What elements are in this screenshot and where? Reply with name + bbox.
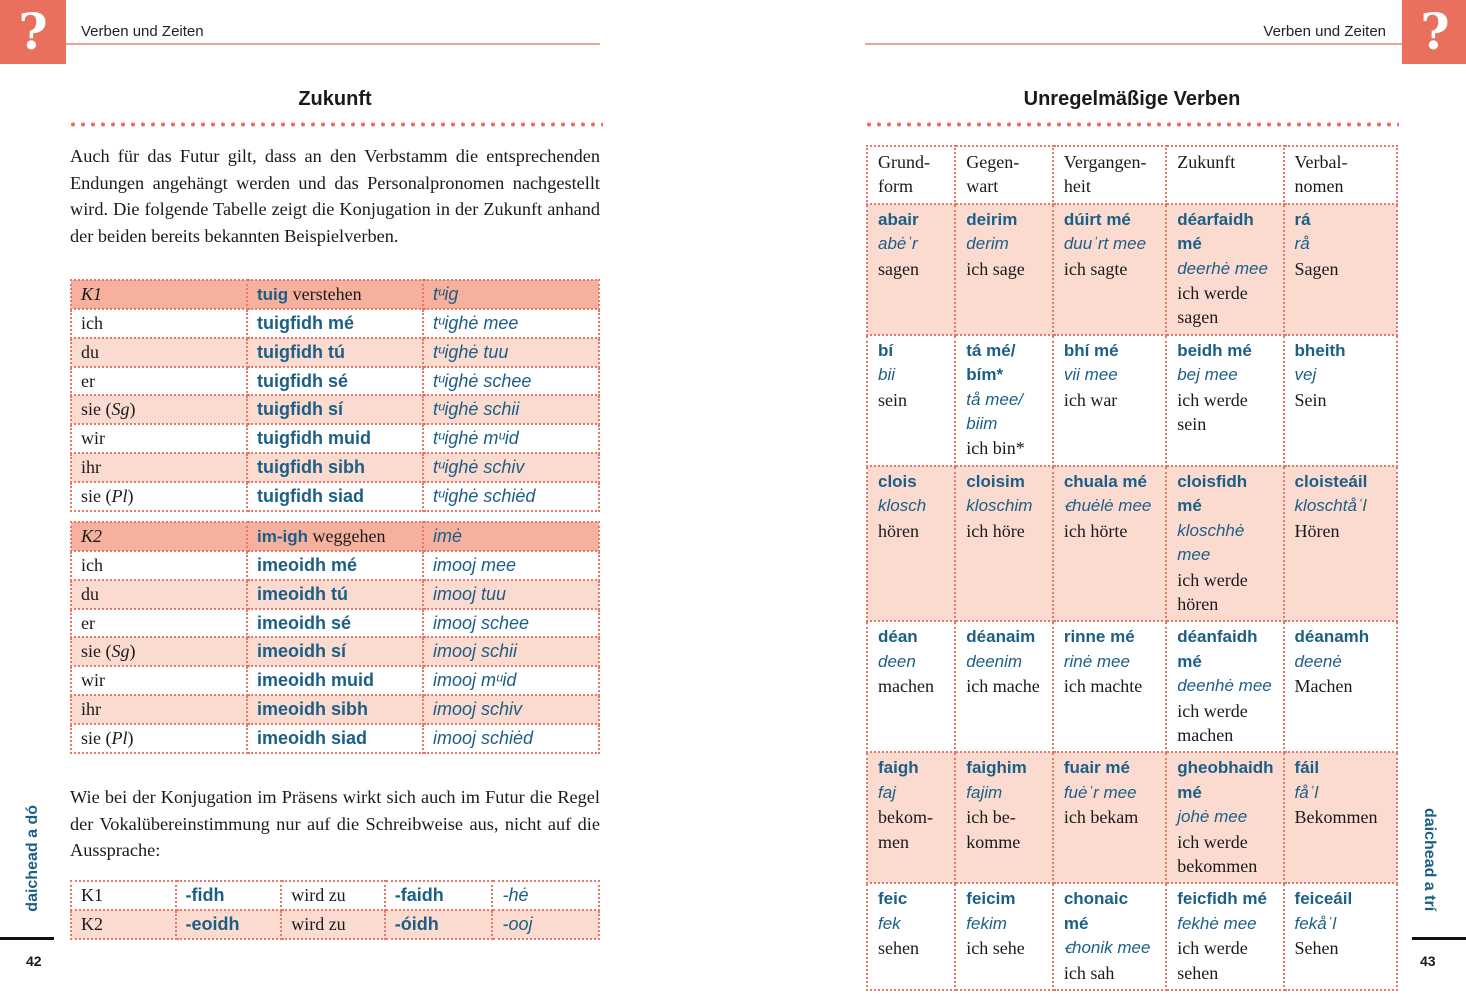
german-meaning: Machen bbox=[1294, 676, 1353, 697]
person: ich bbox=[81, 555, 103, 575]
irregular-verbs-table bbox=[866, 145, 1398, 991]
irish-form: déanamh bbox=[1294, 627, 1370, 647]
person-cell bbox=[71, 551, 247, 580]
table-row bbox=[867, 752, 1397, 883]
dotted-divider bbox=[864, 122, 1399, 127]
person: ihr bbox=[81, 456, 101, 477]
verb-cell bbox=[1166, 466, 1283, 621]
pronunciation: bej mee bbox=[1177, 365, 1238, 385]
pronunciation: deerhė mee bbox=[1177, 258, 1268, 278]
pronunciation: klosch bbox=[878, 496, 927, 516]
german-meaning: ich bin* bbox=[966, 438, 1025, 459]
verb-cell bbox=[1166, 883, 1283, 990]
german-meaning: ich werde bekommen bbox=[1177, 831, 1258, 876]
page-number: 43 bbox=[1420, 953, 1436, 969]
irish-form: déan bbox=[878, 627, 918, 647]
pronunciation: abėˈr bbox=[878, 234, 918, 254]
verb-cell bbox=[1166, 752, 1283, 883]
pronunciation: imooj schiv bbox=[423, 695, 599, 724]
german-meaning: machen bbox=[878, 676, 934, 697]
irish-form: chonaic mé bbox=[1063, 889, 1129, 933]
irish-form: abair bbox=[878, 209, 919, 229]
header-rule bbox=[865, 43, 1402, 45]
table-row bbox=[867, 204, 1397, 335]
irish-form: faigh bbox=[878, 758, 919, 778]
connector: wird zu bbox=[281, 881, 385, 910]
table-row bbox=[71, 910, 599, 939]
irish-form: bhí mé bbox=[1063, 340, 1119, 360]
irish-form: beidh mé bbox=[1177, 340, 1252, 360]
pronunciation: ꞓhuėlė mee bbox=[1063, 496, 1152, 516]
german-meaning: sehen bbox=[878, 938, 919, 959]
german-meaning: ich werde hören bbox=[1177, 569, 1248, 614]
table-header-row bbox=[71, 522, 599, 551]
pronunciation: deenim bbox=[966, 651, 1023, 671]
person: ihr bbox=[81, 698, 101, 719]
table-row bbox=[71, 881, 599, 910]
endings-table bbox=[70, 880, 600, 940]
german-meaning: Hören bbox=[1294, 520, 1340, 541]
pronunciation: rå bbox=[1294, 234, 1310, 254]
class-cell: K1 bbox=[71, 881, 176, 910]
person: du bbox=[81, 583, 99, 604]
person-cell bbox=[71, 367, 247, 396]
footer-rule bbox=[1412, 937, 1466, 940]
irish-form: dúirt mé bbox=[1063, 209, 1131, 229]
irish-form: gheobhaidh mé bbox=[1177, 758, 1274, 802]
table-header-row bbox=[867, 146, 1397, 204]
table-row bbox=[867, 335, 1397, 466]
class-cell: K2 bbox=[71, 910, 176, 939]
table-row bbox=[867, 883, 1397, 990]
table-row bbox=[867, 621, 1397, 752]
person-cell bbox=[71, 424, 247, 453]
table-row bbox=[71, 424, 599, 453]
person-cell bbox=[71, 309, 247, 338]
verb-cell bbox=[867, 752, 955, 883]
irish-form: faighim bbox=[966, 758, 1027, 778]
verb-cell bbox=[955, 752, 1053, 883]
verb-cell bbox=[1053, 883, 1166, 990]
page-title: Zukunft bbox=[298, 88, 372, 110]
conjugation-class: K1 bbox=[81, 284, 103, 304]
table-row bbox=[867, 466, 1397, 621]
dotted-divider bbox=[68, 122, 603, 127]
verb-cell bbox=[1284, 621, 1397, 752]
person-cell bbox=[71, 609, 247, 638]
verb-cell bbox=[1166, 621, 1283, 752]
person: wir bbox=[81, 670, 105, 691]
german-meaning: ich werde sagen bbox=[1177, 283, 1248, 328]
table-row bbox=[71, 453, 599, 482]
irish-form: fuair mé bbox=[1063, 758, 1130, 778]
german-meaning: ich bekam bbox=[1063, 807, 1139, 828]
pronunciation: tᵘighė schiv bbox=[423, 453, 599, 482]
verb-cell bbox=[1053, 204, 1166, 335]
side-page-label: daichead a dó bbox=[24, 805, 41, 912]
header-label-cell bbox=[71, 522, 247, 551]
irish-form: bí bbox=[878, 340, 894, 360]
person: er bbox=[81, 370, 95, 391]
header-pronunciation: tᵘig bbox=[423, 280, 599, 309]
german-meaning: sein bbox=[878, 389, 907, 410]
pronunciation: imooj mee bbox=[423, 551, 599, 580]
german-meaning: Sagen bbox=[1294, 258, 1339, 279]
pronunciation: vii mee bbox=[1063, 365, 1118, 385]
pronunciation: deen bbox=[878, 651, 916, 671]
verb-meaning: weggehen bbox=[308, 526, 386, 546]
german-meaning: ich war bbox=[1063, 389, 1118, 410]
irish-form: tuigfidh sibh bbox=[247, 453, 423, 482]
table-row bbox=[71, 695, 599, 724]
verb-cell bbox=[1053, 621, 1166, 752]
person: du bbox=[81, 341, 99, 362]
german-meaning: ich hörte bbox=[1063, 520, 1128, 541]
column-header: Vergangen-heit bbox=[1053, 146, 1166, 204]
table-row bbox=[71, 724, 599, 753]
verb-cell bbox=[867, 335, 955, 466]
german-meaning: ich sah bbox=[1063, 962, 1115, 983]
table-row bbox=[71, 666, 599, 695]
irish-form: déanfaidh mé bbox=[1177, 627, 1258, 671]
irish-form: imeoidh muid bbox=[247, 666, 423, 695]
irish-form: imeoidh sí bbox=[247, 637, 423, 666]
header-label-cell bbox=[71, 280, 247, 309]
pronunciation: fekåˈl bbox=[1294, 913, 1337, 933]
irish-form: tuigfidh muid bbox=[247, 424, 423, 453]
column-header: Grund-form bbox=[867, 146, 955, 204]
pronunciation: johė mee bbox=[1177, 807, 1248, 827]
pronunciation: ꞓhonik mee bbox=[1063, 938, 1151, 958]
pronunciation: imooj schee bbox=[423, 609, 599, 638]
irish-form: feiceáil bbox=[1294, 889, 1353, 909]
german-meaning: sagen bbox=[878, 258, 919, 279]
irish-form: déanaim bbox=[966, 627, 1036, 647]
verb-cell bbox=[1284, 752, 1397, 883]
irish-form: clois bbox=[878, 471, 917, 491]
person: wir bbox=[81, 428, 105, 449]
pronunciation: deenė bbox=[1294, 651, 1342, 671]
verb-cell bbox=[1053, 466, 1166, 621]
running-header: Verben und Zeiten bbox=[1263, 23, 1386, 40]
ending-from: -eoidh bbox=[176, 910, 282, 939]
irish-form: rinne mé bbox=[1063, 627, 1135, 647]
ending-from: -fidh bbox=[176, 881, 282, 910]
person-cell bbox=[71, 338, 247, 367]
irish-form: feicim bbox=[966, 889, 1016, 909]
header-rule bbox=[66, 43, 600, 45]
irish-form: deirim bbox=[966, 209, 1018, 229]
pronunciation: fek bbox=[878, 913, 901, 933]
german-meaning: ich werde sehen bbox=[1177, 938, 1248, 983]
person-cell bbox=[71, 580, 247, 609]
pronunciation: kloschtåˈl bbox=[1294, 496, 1367, 516]
table-row bbox=[71, 309, 599, 338]
person-cell bbox=[71, 724, 247, 753]
question-mark-icon: ? bbox=[1402, 0, 1466, 64]
conjugation-class: K2 bbox=[81, 526, 103, 546]
verb-cell bbox=[867, 204, 955, 335]
pronunciation: imooj schii bbox=[423, 637, 599, 666]
header-verb-cell bbox=[247, 522, 423, 551]
pronunciation: imooj schiėd bbox=[423, 724, 599, 753]
german-meaning: ich werde machen bbox=[1177, 700, 1248, 745]
german-meaning: ich sagte bbox=[1063, 258, 1128, 279]
irish-form: rá bbox=[1294, 209, 1311, 229]
table-header-row bbox=[71, 280, 599, 309]
irish-form: tuigfidh sí bbox=[247, 395, 423, 424]
pronunciation: imooj tuu bbox=[423, 580, 599, 609]
irish-form: cloisteáil bbox=[1294, 471, 1368, 491]
irish-form: tuigfidh mé bbox=[247, 309, 423, 338]
header-verb-cell bbox=[247, 280, 423, 309]
irish-form: chuala mé bbox=[1063, 471, 1147, 491]
table-row bbox=[71, 637, 599, 666]
person: er bbox=[81, 612, 95, 633]
irish-form: imeoidh siad bbox=[247, 724, 423, 753]
german-meaning: bekom-men bbox=[878, 807, 933, 852]
person-cell bbox=[71, 395, 247, 424]
pronunciation: fajim bbox=[966, 782, 1003, 802]
header-pronunciation: imė bbox=[423, 522, 599, 551]
verb-cell bbox=[955, 204, 1053, 335]
german-meaning: ich sage bbox=[966, 258, 1025, 279]
person-cell bbox=[71, 637, 247, 666]
irish-form: tá mé/ bím* bbox=[966, 340, 1016, 385]
irish-form: feicfidh mé bbox=[1177, 889, 1267, 909]
outro-paragraph: Wie bei der Konjugation im Präsens wirkt sich auch im Futur die Regel der Vokalübereinstimmung nur auf die Schreibweise aus, nicht auf die Aussprache: bbox=[70, 787, 600, 861]
irish-form: imeoidh sibh bbox=[247, 695, 423, 724]
pronunciation: duuˈrt mee bbox=[1063, 234, 1147, 254]
irish-form: tuigfidh tú bbox=[247, 338, 423, 367]
verb-cell bbox=[1166, 335, 1283, 466]
person-number: Pl bbox=[111, 485, 128, 506]
pronunciation: -ooj bbox=[492, 910, 599, 939]
pronunciation: tᵘighė schii bbox=[423, 395, 599, 424]
table-row bbox=[71, 367, 599, 396]
person-cell bbox=[71, 695, 247, 724]
verb-meaning: verstehen bbox=[288, 284, 362, 304]
pronunciation: faj bbox=[878, 782, 896, 802]
pronunciation: fåˈl bbox=[1294, 782, 1319, 802]
connector: wird zu bbox=[281, 910, 385, 939]
verb-cell bbox=[867, 883, 955, 990]
pronunciation: kloschim bbox=[966, 496, 1033, 516]
verb-cell bbox=[955, 335, 1053, 466]
pronunciation: fekim bbox=[966, 913, 1007, 933]
pronunciation: kloschhė mee bbox=[1177, 520, 1245, 565]
side-page-label: daichead a trí bbox=[1421, 808, 1438, 912]
verb-stem: tuig bbox=[257, 285, 289, 304]
person: sie ( bbox=[81, 727, 112, 748]
person-suffix: ) bbox=[129, 641, 136, 662]
irish-form: tuigfidh sé bbox=[247, 367, 423, 396]
german-meaning: Bekommen bbox=[1294, 807, 1378, 828]
verb-cell bbox=[867, 621, 955, 752]
verb-cell bbox=[1053, 335, 1166, 466]
table-row bbox=[71, 338, 599, 367]
verb-cell bbox=[1284, 204, 1397, 335]
person-cell bbox=[71, 666, 247, 695]
german-meaning: Sehen bbox=[1294, 938, 1339, 959]
irish-form: imeoidh tú bbox=[247, 580, 423, 609]
person-number: Sg bbox=[111, 399, 130, 420]
pronunciation: fekhė mee bbox=[1177, 913, 1257, 933]
german-meaning: ich machte bbox=[1063, 676, 1143, 697]
table-row bbox=[71, 395, 599, 424]
verb-cell bbox=[1053, 752, 1166, 883]
verb-cell bbox=[1284, 883, 1397, 990]
column-header: Zukunft bbox=[1166, 146, 1283, 204]
verb-cell bbox=[1284, 466, 1397, 621]
german-meaning: ich mache bbox=[966, 676, 1040, 697]
verb-stem: im-igh bbox=[257, 527, 308, 546]
pronunciation: tå mee/ biim bbox=[966, 389, 1023, 434]
ending-to: -faidh bbox=[385, 881, 493, 910]
german-meaning: hören bbox=[878, 520, 919, 541]
pronunciation: imooj mᵘid bbox=[423, 666, 599, 695]
verb-cell bbox=[955, 883, 1053, 990]
pronunciation: deenhė mee bbox=[1177, 676, 1272, 696]
person-number: Pl bbox=[111, 727, 128, 748]
german-meaning: ich werde sein bbox=[1177, 389, 1248, 435]
pronunciation: tᵘighė schiėd bbox=[423, 482, 599, 511]
german-meaning: Sein bbox=[1294, 389, 1327, 410]
irish-form: déarfaidh mé bbox=[1177, 209, 1254, 254]
pronunciation: -hė bbox=[492, 881, 599, 910]
pronunciation: fuėˈr mee bbox=[1063, 782, 1137, 802]
table-row bbox=[71, 551, 599, 580]
pronunciation: tᵘighė schee bbox=[423, 367, 599, 396]
pronunciation: vej bbox=[1294, 365, 1317, 385]
irish-form: imeoidh mé bbox=[247, 551, 423, 580]
person-suffix: ) bbox=[127, 485, 134, 506]
irish-form: feic bbox=[878, 889, 908, 909]
k2-conjugation-table bbox=[70, 521, 600, 754]
person: ich bbox=[81, 313, 103, 333]
verb-cell bbox=[867, 466, 955, 621]
column-header: Verbal-nomen bbox=[1284, 146, 1397, 204]
irish-form: fáil bbox=[1294, 758, 1320, 778]
pronunciation: tᵘighė mᵘid bbox=[423, 424, 599, 453]
person-cell bbox=[71, 482, 247, 511]
irish-form: cloisim bbox=[966, 471, 1025, 491]
person-number: Sg bbox=[111, 641, 130, 662]
verb-cell bbox=[955, 621, 1053, 752]
person: sie ( bbox=[81, 485, 112, 506]
table-row bbox=[71, 609, 599, 638]
verb-cell bbox=[955, 466, 1053, 621]
german-meaning: ich höre bbox=[966, 520, 1025, 541]
person: sie ( bbox=[81, 641, 112, 662]
person-suffix: ) bbox=[127, 727, 134, 748]
running-header: Verben und Zeiten bbox=[81, 23, 204, 40]
k1-conjugation-table bbox=[70, 279, 600, 512]
verb-cell bbox=[1284, 335, 1397, 466]
irish-form: cloisfidh mé bbox=[1177, 471, 1248, 516]
verb-cell bbox=[1166, 204, 1283, 335]
table-row bbox=[71, 580, 599, 609]
column-header: Gegen-wart bbox=[955, 146, 1053, 204]
german-meaning: ich be-komme bbox=[966, 807, 1021, 852]
table-row bbox=[71, 482, 599, 511]
irish-form: imeoidh sé bbox=[247, 609, 423, 638]
person: sie ( bbox=[81, 399, 112, 420]
pronunciation: tᵘighė mee bbox=[423, 309, 599, 338]
irish-form: bheith bbox=[1294, 340, 1346, 360]
intro-paragraph: Auch für das Futur gilt, dass an den Verbstamm die entsprechenden Endungen angehängt werden und das Personalpronomen nachgestellt wird. Die folgende Tabelle zeigt die Konjugation in der Zukunft anhand der beiden bereits bekannten Beispielverben. bbox=[70, 146, 600, 246]
footer-rule bbox=[0, 937, 54, 940]
pronunciation: rinė mee bbox=[1063, 651, 1130, 671]
pronunciation: derim bbox=[966, 234, 1009, 254]
question-mark-icon: ? bbox=[0, 0, 66, 64]
person-suffix: ) bbox=[129, 399, 136, 420]
page-number: 42 bbox=[26, 953, 42, 969]
german-meaning: ich sehe bbox=[966, 938, 1025, 959]
ending-to: -óidh bbox=[385, 910, 493, 939]
irish-form: tuigfidh siad bbox=[247, 482, 423, 511]
pronunciation: bii bbox=[878, 365, 896, 385]
pronunciation: tᵘighė tuu bbox=[423, 338, 599, 367]
person-cell bbox=[71, 453, 247, 482]
page-title: Unregelmäßige Verben bbox=[1023, 88, 1241, 110]
